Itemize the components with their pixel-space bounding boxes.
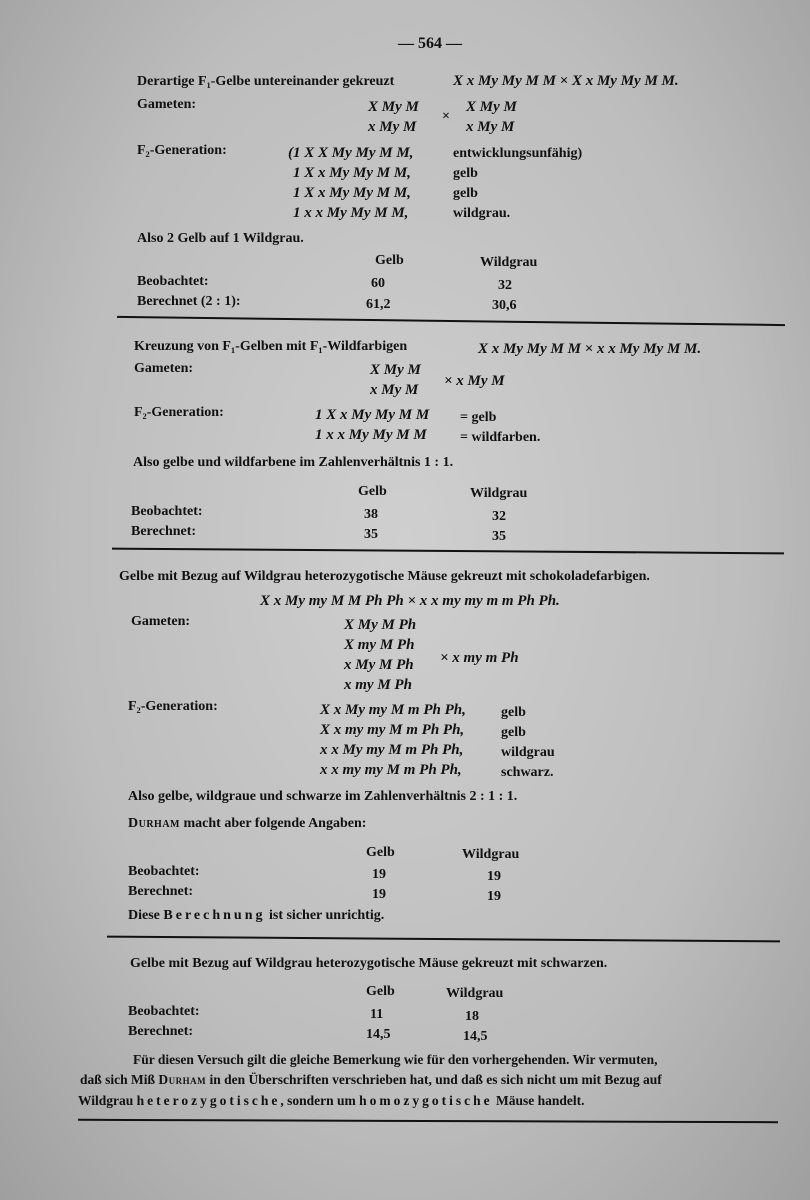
s4-col-gelb: Gelb xyxy=(366,984,395,999)
s3-gamete-left: X My M Ph xyxy=(344,617,417,633)
s3-col-gelb: Gelb xyxy=(366,845,395,860)
s4-para-l2-a: daß sich Miß xyxy=(80,1072,159,1087)
s1-computed-wildgrau: 30,6 xyxy=(492,298,517,313)
s3-f2-formula: x x my my M m Ph Ph, xyxy=(320,762,462,778)
s3-observed-gelb: 19 xyxy=(372,867,386,882)
s1-f2-formula: (1 X X My My M M, xyxy=(288,145,414,161)
s4-para-l2-b: in den Überschriften verschrieben hat, und daß es sich nicht um mit Bezug auf xyxy=(206,1072,662,1087)
s1-f2-formula: 1 X x My My M M, xyxy=(293,165,411,181)
s3-f2-formula: x x My my M m Ph Ph, xyxy=(320,742,464,758)
s1-f2-desc: gelb xyxy=(453,166,478,181)
s3-f2-desc: schwarz. xyxy=(501,765,554,780)
s1-gamete-right-1: X My M xyxy=(466,99,517,115)
s1-gamete-left-1: X My M xyxy=(368,99,419,115)
s2-f2-label: F₂-Generation: xyxy=(134,405,224,420)
s2-computed-wildgrau: 35 xyxy=(492,529,506,544)
s1-gameten-label: Gameten: xyxy=(137,97,197,112)
s3-f2-formula: X x my my M m Ph Ph, xyxy=(320,722,465,738)
s1-conclusion: Also 2 Gelb auf 1 Wildgrau. xyxy=(137,231,304,246)
section-divider xyxy=(117,316,785,326)
page-number: — 564 — xyxy=(398,35,462,52)
s1-col-gelb: Gelb xyxy=(375,253,404,268)
s2-col-gelb: Gelb xyxy=(358,484,387,499)
s3-note-spaced: Berechnung xyxy=(163,908,266,923)
s3-note-post: ist sicher unrichtig. xyxy=(265,908,385,923)
s2-observed-wildgrau: 32 xyxy=(492,509,506,524)
s1-gamete-left-2: x My M xyxy=(368,119,417,135)
s1-f2-label: F₂-Generation: xyxy=(137,143,227,158)
s4-observed-gelb: 11 xyxy=(370,1007,384,1022)
s4-observed-wildgrau: 18 xyxy=(465,1009,479,1024)
section-divider xyxy=(112,548,784,554)
s2-row-computed-label: Berechnet: xyxy=(131,524,197,539)
s3-f2-label: F₂-Generation: xyxy=(128,699,218,714)
s2-computed-gelb: 35 xyxy=(364,527,378,542)
s1-f2-desc: gelb xyxy=(453,186,478,201)
s3-gamete-left: X my M Ph xyxy=(344,637,415,653)
s1-observed-wildgrau: 32 xyxy=(498,278,512,293)
s3-observed-wildgrau: 19 xyxy=(487,869,501,884)
author-name: Durham xyxy=(158,1072,207,1087)
s2-f2-formula: 1 x x My My M M xyxy=(315,427,427,443)
s3-computed-wildgrau: 19 xyxy=(487,889,501,904)
s3-durham-line xyxy=(128,816,366,832)
s1-gamete-right-2: x My M xyxy=(466,119,515,135)
s3-cross: X x My my M M Ph Ph × x x my my m m Ph Ph. xyxy=(260,593,560,609)
s2-f2-desc: = wildfarben. xyxy=(460,430,541,445)
s4-paragraph-line-2 xyxy=(80,1072,662,1088)
s3-note xyxy=(128,908,384,924)
s3-f2-desc: wildgrau xyxy=(501,745,555,760)
s3-f2-formula: X x My my M m Ph Ph, xyxy=(320,702,466,718)
s2-observed-gelb: 38 xyxy=(364,507,378,522)
s1-computed-gelb: 61,2 xyxy=(366,297,391,312)
s1-row-computed-label: Berechnet (2 : 1): xyxy=(137,294,241,309)
s3-gamete-left: x My M Ph xyxy=(344,657,414,673)
s4-para-l3-a: Wildgrau xyxy=(78,1093,137,1108)
s3-conclusion: Also gelbe, wildgraue und schwarze im Zahlenverhältnis 2 : 1 : 1. xyxy=(128,789,518,804)
s4-para-spaced-2: homozygotische xyxy=(359,1093,493,1108)
s1-f2-formula: 1 x x My My M M, xyxy=(293,205,409,221)
s3-f2-desc: gelb xyxy=(501,725,526,740)
s1-gamete-times: × xyxy=(442,109,450,124)
s2-intro: Kreuzung von F₁-Gelben mit F₁-Wildfarbigen xyxy=(134,339,408,354)
author-name: Durham xyxy=(128,816,180,831)
s3-gamete-right: × x my m Ph xyxy=(440,650,519,666)
s3-computed-gelb: 19 xyxy=(372,887,386,902)
s2-f2-formula: 1 X x My My M M xyxy=(315,407,430,423)
s4-paragraph-line-3 xyxy=(78,1093,585,1109)
s1-f2-desc: wildgrau. xyxy=(453,206,511,221)
s2-gameten-label: Gameten: xyxy=(134,361,194,376)
s4-para-l3-b: , sondern um xyxy=(280,1093,360,1108)
s2-gamete-left-1: X My M xyxy=(370,362,421,378)
s4-para-l3-c: Mäuse handelt. xyxy=(492,1093,585,1108)
s2-gamete-right: × x My M xyxy=(444,373,505,389)
s2-f2-desc: = gelb xyxy=(460,410,497,425)
s1-col-wildgrau: Wildgrau xyxy=(480,255,538,270)
s3-f2-desc: gelb xyxy=(501,705,526,720)
s1-observed-gelb: 60 xyxy=(371,276,385,291)
s4-computed-wildgrau: 14,5 xyxy=(463,1029,488,1044)
s3-gamete-left: x my M Ph xyxy=(344,677,412,693)
s4-para-spaced-1: heterozygotische xyxy=(136,1093,281,1108)
s4-row-observed-label: Beobachtet: xyxy=(128,1004,200,1019)
s4-col-wildgrau: Wildgrau xyxy=(446,986,504,1001)
s3-col-wildgrau: Wildgrau xyxy=(462,847,520,862)
section-divider xyxy=(107,936,780,942)
s3-row-observed-label: Beobachtet: xyxy=(128,864,200,879)
s2-conclusion: Also gelbe und wildfarbene im Zahlenverhältnis 1 : 1. xyxy=(133,455,454,470)
s3-intro: Gelbe mit Bezug auf Wildgrau heterozygotische Mäuse gekreuzt mit schokoladefarbigen. xyxy=(119,569,650,584)
s1-cross: X x My My M M × X x My My M M. xyxy=(453,73,679,89)
s2-gamete-left-2: x My M xyxy=(370,382,419,398)
s1-row-observed-label: Beobachtet: xyxy=(137,274,209,289)
s2-col-wildgrau: Wildgrau xyxy=(470,486,528,501)
s1-f2-formula: 1 X x My My M M, xyxy=(293,185,411,201)
s3-gameten-label: Gameten: xyxy=(131,614,191,629)
s4-computed-gelb: 14,5 xyxy=(366,1027,391,1042)
s3-note-pre: Diese xyxy=(128,908,164,923)
s4-row-computed-label: Berechnet: xyxy=(128,1024,194,1039)
s4-intro: Gelbe mit Bezug auf Wildgrau heterozygotische Mäuse gekreuzt mit schwarzen. xyxy=(130,956,608,971)
s3-durham-rest: macht aber folgende Angaben: xyxy=(180,816,367,831)
s1-intro: Derartige F₁-Gelbe untereinander gekreuzt xyxy=(137,74,395,89)
s2-row-observed-label: Beobachtet: xyxy=(131,504,203,519)
bottom-rule xyxy=(78,1119,778,1123)
s2-cross: X x My My M M × x x My My M M. xyxy=(478,341,702,357)
s4-paragraph-line-1: Für diesen Versuch gilt die gleiche Bemerkung wie für den vorhergehenden. Wir vermuten, xyxy=(133,1052,658,1067)
s1-f2-desc: entwicklungsunfähig) xyxy=(453,146,583,161)
s3-row-computed-label: Berechnet: xyxy=(128,884,194,899)
